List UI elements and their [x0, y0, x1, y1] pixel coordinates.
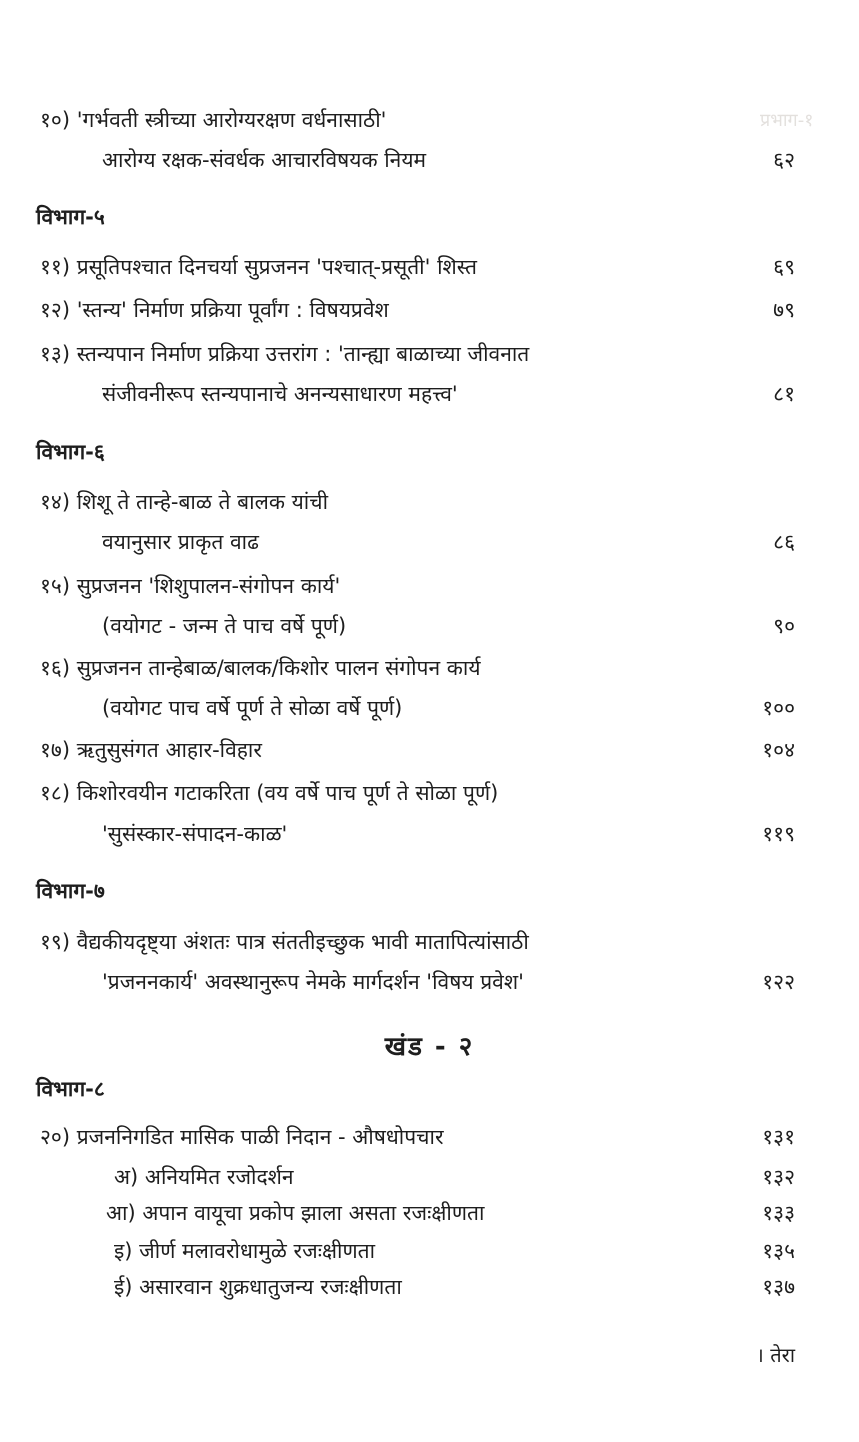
toc-entry-13-line2: संजीवनीरूप स्तन्यपानाचे अनन्यसाधारण महत्त्व' — [102, 382, 458, 406]
toc-entry-15-line2: (वयोगट - जन्म ते पाच वर्षे पूर्ण) — [102, 614, 347, 638]
toc-subentry-20a: अ) अनियमित रजोदर्शन — [114, 1165, 294, 1189]
toc-subentry-20b-page: १३३ — [762, 1201, 795, 1225]
toc-entry-13-page: ८१ — [773, 382, 795, 406]
toc-subentry-20c-page: १३५ — [762, 1239, 795, 1263]
khand-heading: खंड - २ — [384, 1032, 475, 1062]
toc-entry-10-line1: १०) 'गर्भवती स्त्रीच्या आरोग्यरक्षण वर्धनासाठी' — [40, 108, 387, 132]
toc-entry-15-line1: १५) सुप्रजनन 'शिशुपालन-संगोपन कार्य' — [40, 574, 341, 598]
toc-entry-13-line1: १३) स्तन्यपान निर्माण प्रक्रिया उत्तरांग : 'तान्ह्या बाळाच्या जीवनात — [40, 342, 530, 366]
toc-entry-19-page: १२२ — [762, 970, 795, 994]
toc-entry-12-line1: १२) 'स्तन्य' निर्माण प्रक्रिया पूर्वांग : विषयप्रवेश — [40, 298, 389, 322]
toc-entry-11-line1: ११) प्रसूतिपश्चात दिनचर्या सुप्रजनन 'पश्चात्-प्रसूती' शिस्त — [40, 255, 477, 279]
toc-entry-19-line1: १९) वैद्यकीयदृष्ट्या अंशतः पात्र संततीइच्छुक भावी मातापित्यांसाठी — [40, 930, 529, 954]
toc-entry-16-line1: १६) सुप्रजनन तान्हेबाळ/बालक/किशोर पालन संगोपन कार्य — [40, 656, 481, 680]
toc-entry-11-page: ६९ — [773, 255, 795, 279]
toc-entry-18-line2: 'सुसंस्कार-संपादन-काळ' — [102, 822, 288, 846]
toc-subentry-20b: आ) अपान वायूचा प्रकोप झाला असता रजःक्षीणता — [106, 1201, 485, 1225]
toc-entry-16-page: १०० — [762, 696, 795, 720]
toc-entry-10-page: ६२ — [773, 148, 795, 172]
toc-entry-16-line2: (वयोगट पाच वर्षे पूर्ण ते सोळा वर्षे पूर्ण) — [102, 696, 403, 720]
toc-entry-10-line2: आरोग्य रक्षक-संवर्धक आचारविषयक नियम — [102, 148, 427, 172]
toc-entry-15-page: ९० — [773, 614, 795, 638]
toc-subentry-20d: ई) असारवान शुक्रधातुजन्य रजःक्षीणता — [114, 1275, 402, 1299]
toc-entry-18-page: ११९ — [762, 822, 795, 846]
section-heading-8: विभाग-८ — [36, 1077, 105, 1101]
toc-entry-17-line1: १७) ऋतुसुसंगत आहार-विहार — [40, 738, 262, 762]
toc-entry-14-page: ८६ — [773, 530, 795, 554]
page-number-footer: । तेरा — [756, 1343, 795, 1367]
section-heading-6: विभाग-६ — [36, 440, 105, 464]
toc-subentry-20d-page: १३७ — [762, 1275, 795, 1299]
toc-entry-20-line1: २०) प्रजननिगडित मासिक पाळी निदान - औषधोपचार — [40, 1125, 444, 1149]
toc-entry-14-line2: वयानुसार प्राकृत वाढ — [102, 530, 259, 554]
section-heading-7: विभाग-७ — [36, 879, 105, 903]
toc-entry-20-page: १३१ — [762, 1125, 795, 1149]
toc-entry-19-line2: 'प्रजननकार्य' अवस्थानुरूप नेमके मार्गदर्शन 'विषय प्रवेश' — [102, 970, 524, 994]
section-heading-5: विभाग-५ — [36, 205, 105, 229]
toc-entry-18-line1: १८) किशोरवयीन गटाकरिता (वय वर्षे पाच पूर्ण ते सोळा पूर्ण) — [40, 781, 499, 805]
toc-entry-12-page: ७९ — [773, 298, 795, 322]
toc-subentry-20a-page: १३२ — [762, 1165, 795, 1189]
toc-entry-14-line1: १४) शिशू ते तान्हे-बाळ ते बालक यांची — [40, 490, 329, 514]
bleed-through: प्रभाग-१ — [760, 110, 814, 131]
toc-subentry-20c: इ) जीर्ण मलावरोधामुळे रजःक्षीणता — [114, 1239, 376, 1263]
toc-entry-17-page: १०४ — [762, 738, 795, 762]
